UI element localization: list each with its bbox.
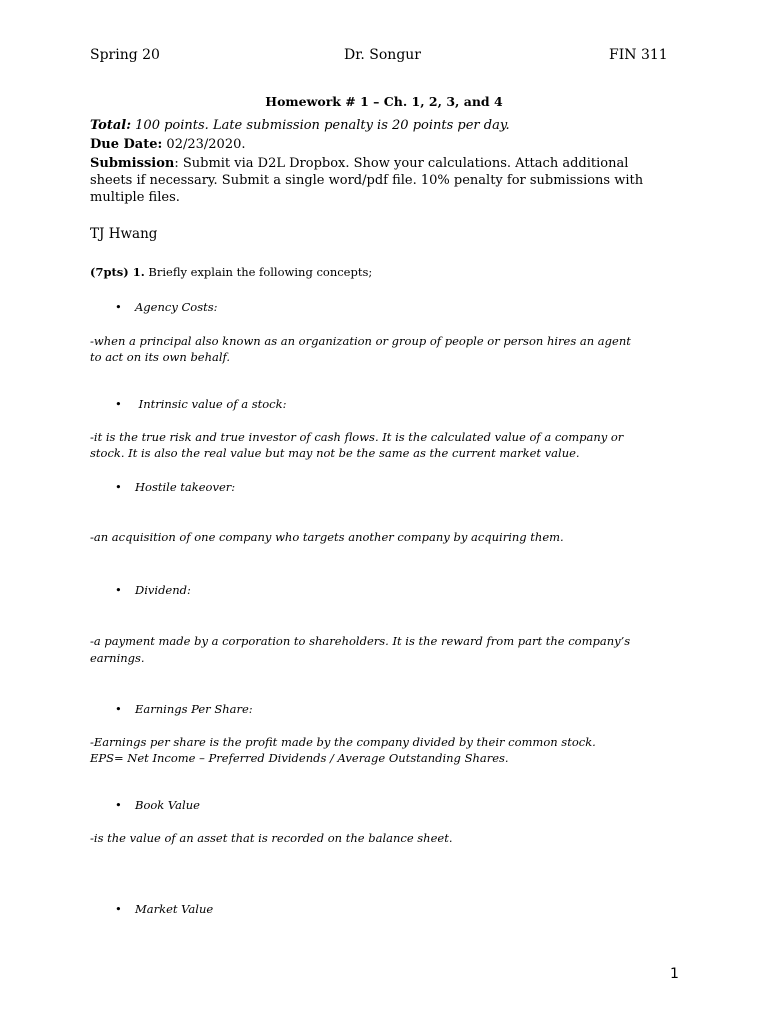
concept-term: Intrinsic value of a stock: (135, 397, 287, 411)
concept-answer-line: -Earnings per share is the profit made by the company divided by their common stock. (90, 735, 596, 749)
concept-answer-line: EPS= Net Income – Preferred Dividends / Average Outstanding Shares. (90, 751, 509, 765)
question-1-points: (7pts) 1. (90, 265, 145, 279)
submission-line-2: sheets if necessary. Submit a single word/pdf file. 10% penalty for submissions with (90, 173, 644, 188)
header-semester: Spring 20 (90, 47, 160, 63)
bullet-icon: • (115, 583, 122, 597)
concept-answer-line: -a payment made by a corporation to shareholders. It is the reward from part the company’s (90, 634, 631, 648)
page-title: Homework # 1 – Ch. 1, 2, 3, and 4 (265, 94, 503, 109)
concept-term: Agency Costs: (135, 300, 218, 314)
concept-eps (115, 702, 253, 716)
due-date-label: Due Date: (90, 137, 163, 152)
header-instructor: Dr. Songur (344, 47, 421, 63)
bullet-icon: • (115, 902, 122, 916)
concept-answer-line: earnings. (90, 651, 145, 665)
concept-market-value (115, 902, 213, 916)
total-label: Total: (90, 118, 132, 133)
question-1 (90, 265, 372, 279)
bullet-icon: • (115, 798, 122, 812)
bullet-icon: • (115, 300, 122, 314)
concept-term: Dividend: (135, 583, 191, 597)
concept-answer-line: to act on its own behalf. (90, 350, 231, 364)
bullet-icon: • (115, 480, 122, 494)
concept-term: Hostile takeover: (135, 480, 236, 494)
concept-answer-line: -an acquisition of one company who targets another company by acquiring them. (90, 530, 564, 544)
submission-label: Submission (90, 156, 175, 171)
submission-text-1: : Submit via D2L Dropbox. Show your calculations. Attach additional (174, 156, 629, 171)
concept-hostile-takeover (115, 480, 235, 494)
page-number: 1 (670, 966, 679, 982)
concept-term: Market Value (135, 902, 214, 916)
concept-intrinsic-value (115, 397, 286, 411)
concept-answer-line: -is the value of an asset that is recorded on the balance sheet. (90, 831, 453, 845)
due-date-text: 02/23/2020. (162, 137, 246, 152)
submission-line-3: multiple files. (90, 190, 180, 205)
bullet-icon: • (115, 397, 122, 411)
concept-answer-line: stock. It is also the real value but may not be the same as the current market value. (90, 446, 580, 460)
concept-agency-costs (115, 300, 218, 314)
header-course: FIN 311 (609, 47, 668, 63)
concept-term: Book Value (135, 798, 200, 812)
concept-book-value (115, 798, 200, 812)
submission-line-1 (90, 155, 690, 172)
due-date-line (90, 136, 690, 153)
concept-answer-line: -it is the true risk and true investor of cash flows. It is the calculated value of a company or (90, 430, 624, 444)
total-line (90, 117, 690, 134)
question-1-prompt: Briefly explain the following concepts; (144, 265, 373, 279)
concept-answer-line: -when a principal also known as an organization or group of people or person hires an agent (90, 334, 631, 348)
bullet-icon: • (115, 702, 122, 716)
student-name: TJ Hwang (90, 226, 158, 242)
total-text: 100 points. Late submission penalty is 20 points per day. (131, 118, 510, 133)
concept-term: Earnings Per Share: (135, 702, 253, 716)
concept-dividend (115, 583, 191, 597)
